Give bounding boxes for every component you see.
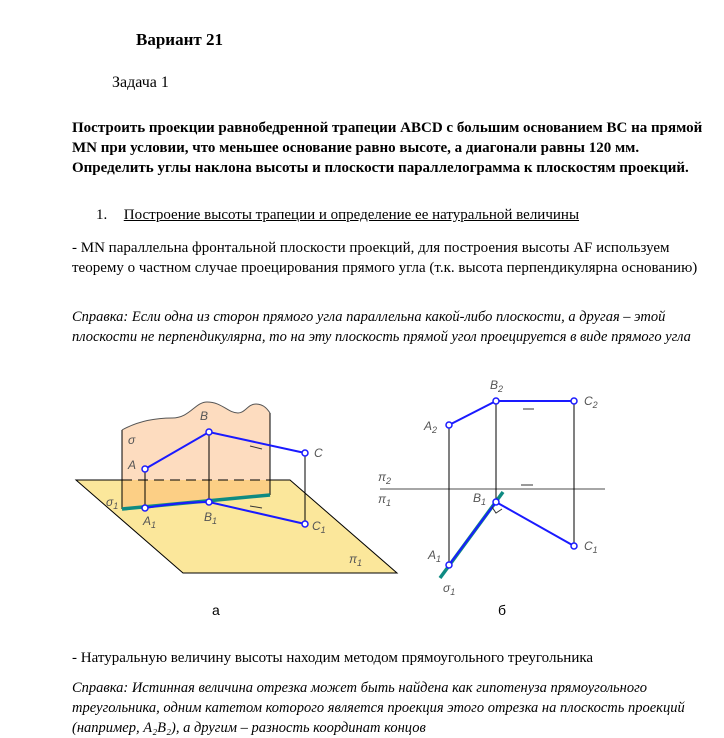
label-A1: $A_1$	[143, 514, 157, 530]
problem-statement: Построить проекции равнобедренной трапеции ABCD с большим основанием BC на прямой MN при условии, что меньшее основание равно высоте, а диагонали равны 120 мм. Определить углы наклона высоты и плоскости параллелограмма к плоскостям проекций.	[72, 120, 703, 176]
label-pi2: $\pi_2$	[378, 470, 392, 486]
label-sigma1: $\sigma_1$	[106, 495, 119, 511]
label-A1-b: $A_1$	[428, 548, 442, 564]
label-A: A	[128, 458, 137, 472]
task-label: Задача 1	[112, 74, 169, 91]
label-B: B	[200, 409, 209, 423]
label-sigma1-b: $\sigma_1$	[443, 581, 456, 597]
note-2: Справка: Истинная величина отрезка может быть найдена как гипотенуза прямоугольного треугольника, одним катетом которого является проекция этого отрезка на плоскость проекций (например, A₂B₂), а другим – разность координат концов	[72, 680, 685, 736]
caption-a: а	[212, 602, 220, 618]
variant-title: Вариант 21	[136, 30, 223, 49]
paragraph-1: - MN параллельна фронтальной плоскости проекций, для построения высоты AF используем теорему о частном случае проецирования прямого угла (т.к. высота перпендикулярна основанию)	[72, 240, 698, 276]
label-sigma: σ	[128, 433, 136, 447]
label-C1-b: $C_1$	[584, 539, 598, 555]
label-B1-b: $B_1$	[473, 491, 487, 507]
label-B2: $B_2$	[490, 378, 504, 394]
section-title: Построение высоты трапеции и определение ее натуральной величины	[123, 207, 580, 223]
label-C: C	[314, 446, 323, 460]
label-C2: $C_2$	[584, 394, 598, 410]
label-pi1-b: $\pi_1$	[378, 492, 392, 508]
section-number: 1.	[96, 207, 108, 223]
label-A2: $A_2$	[424, 419, 438, 435]
paragraph-2: - Натуральную величину высоты находим методом прямоугольного треугольника	[72, 650, 594, 666]
label-C1: $C_1$	[312, 519, 326, 535]
label-B1: $B_1$	[204, 510, 218, 526]
caption-b: б	[498, 602, 507, 618]
line-A2B2C2	[449, 401, 574, 425]
note-1: Справка: Если одна из сторон прямого угла параллельна какой-либо плоскости, а другая – этой плоскости не перпендикулярна, то на эту плоскость прямой угол проецируется в виде прямого угла	[72, 309, 691, 345]
line-A1B1C1-b	[449, 502, 574, 565]
label-pi1: $\pi_1$	[349, 552, 363, 568]
